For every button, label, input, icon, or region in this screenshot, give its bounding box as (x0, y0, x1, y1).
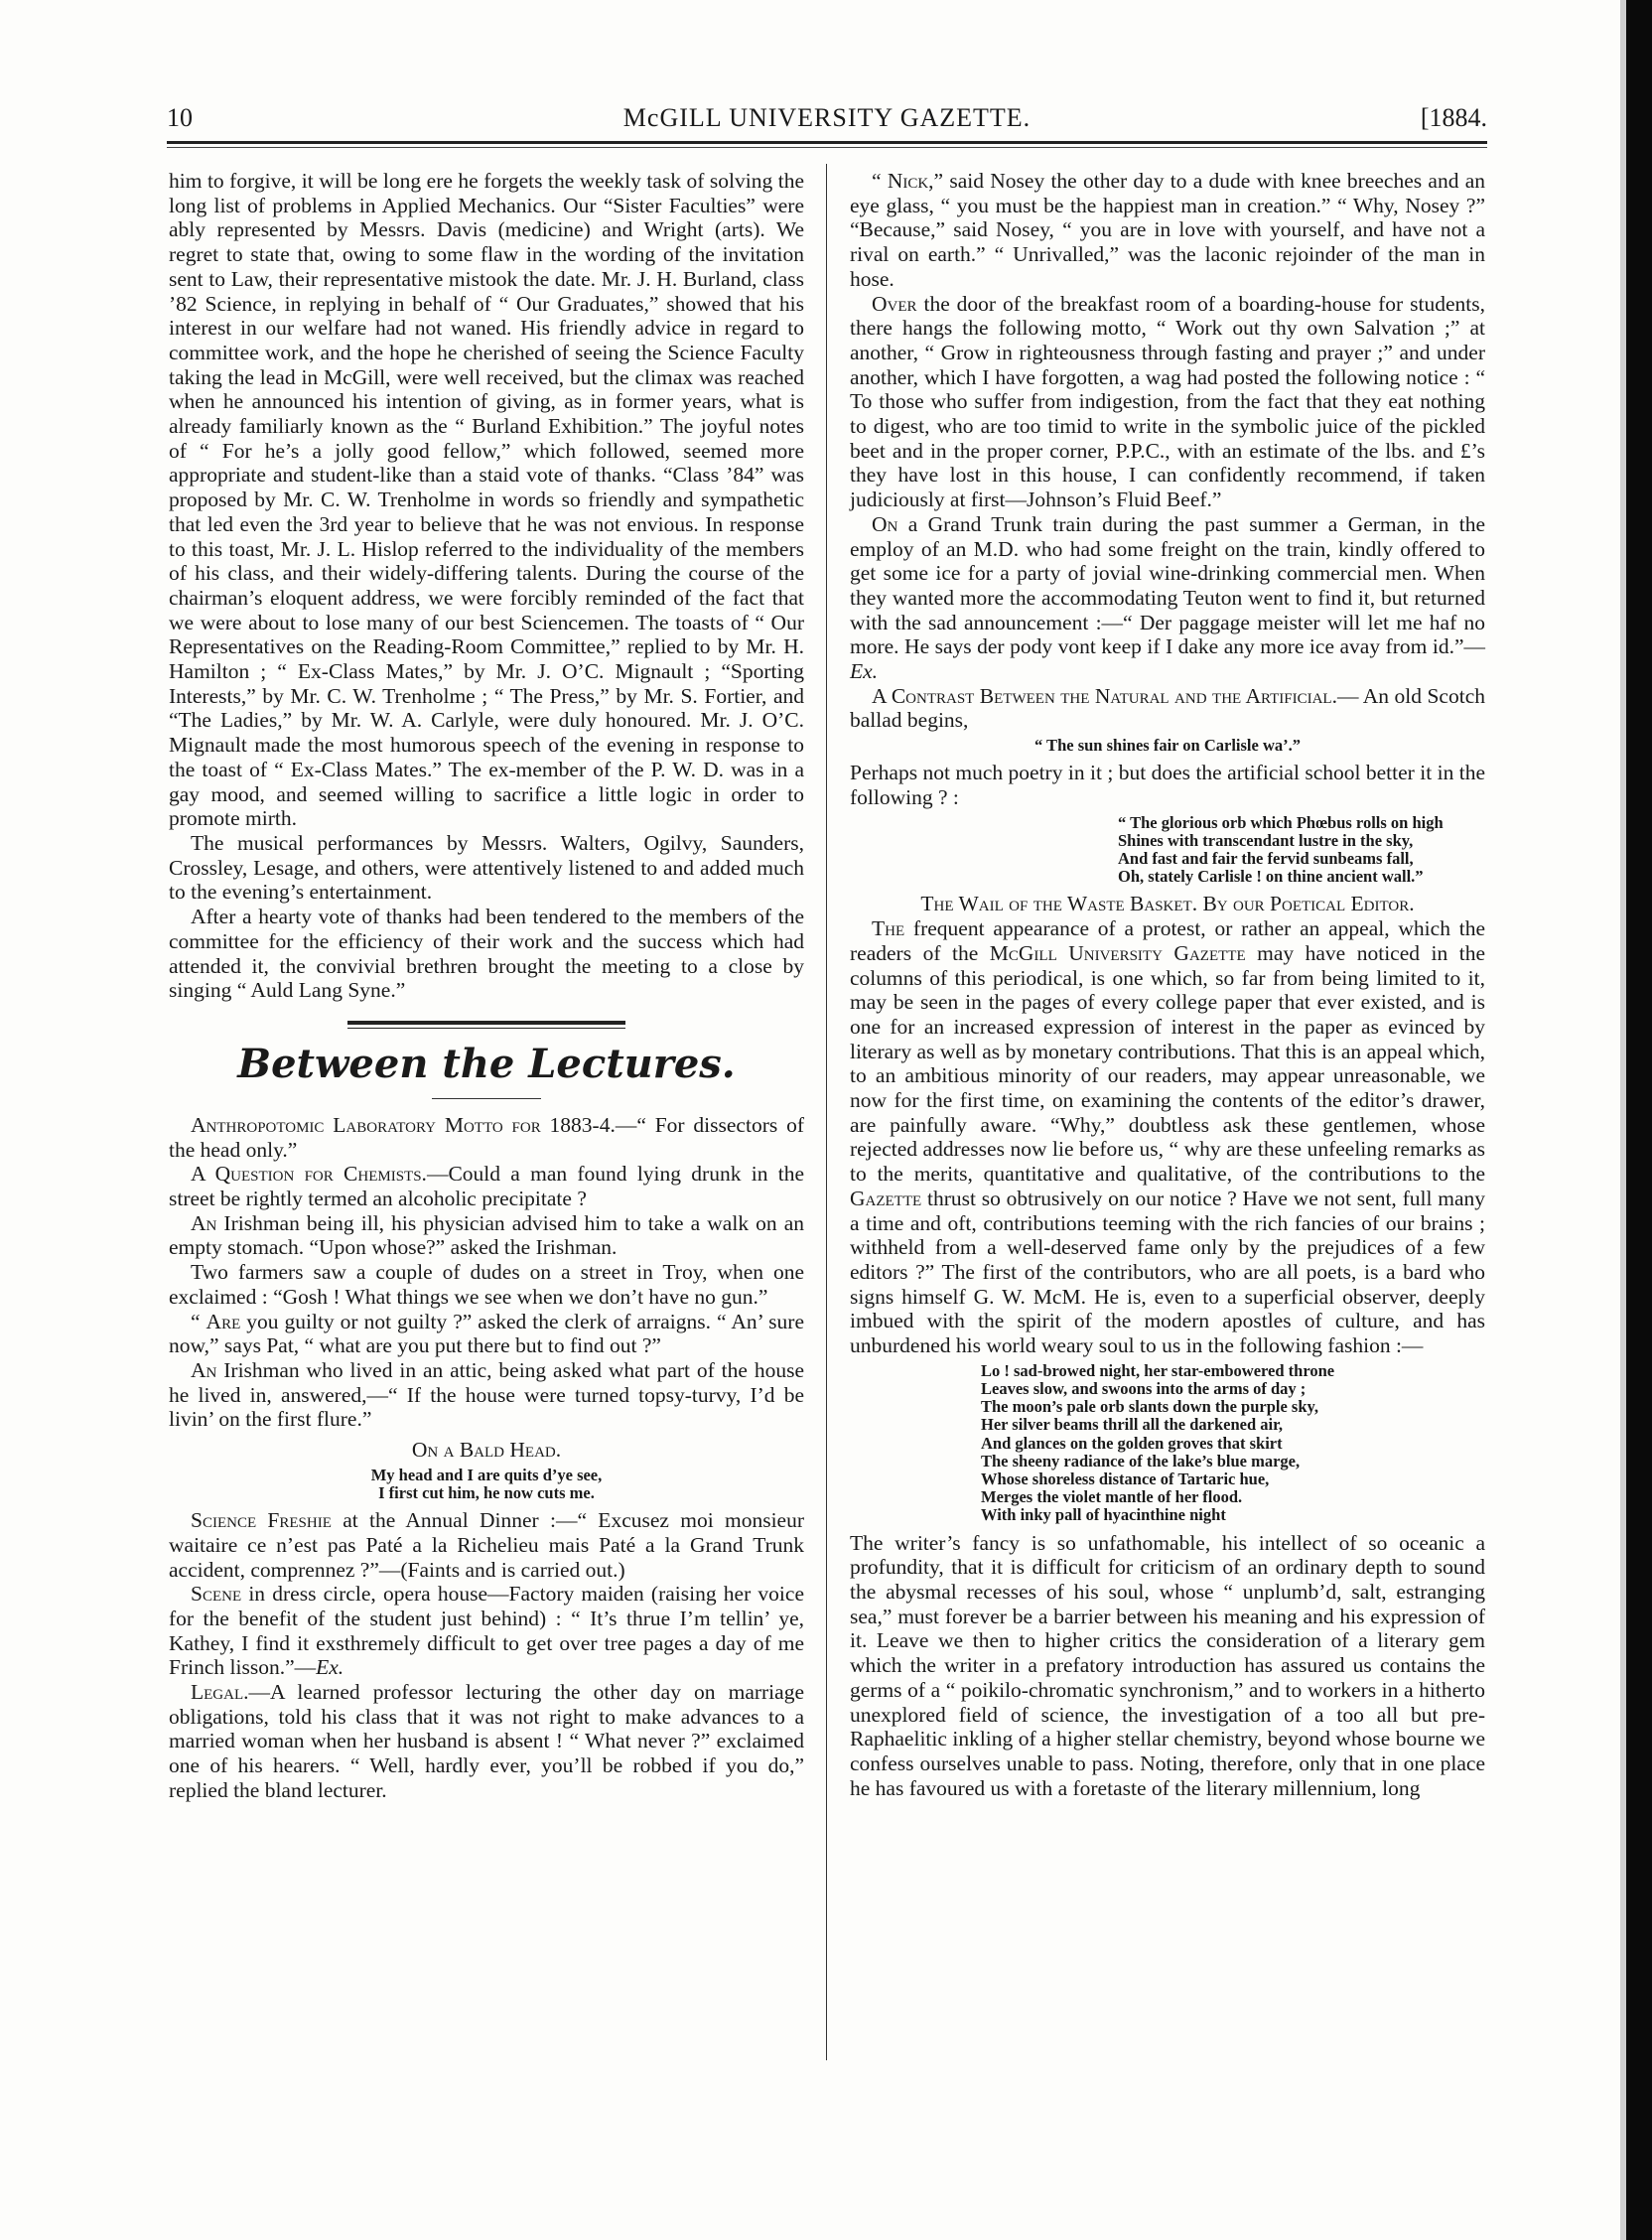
item-head: The (872, 916, 905, 941)
item-body: in dress circle, opera house—Factory maiden (raising her voice for the benefit of the student just behind) : “ It’s thrue I’m tellin’ ye, Kathey, I find it exsthremely difficult to get over tree pages a day of me Frinch lisson.”— (169, 1582, 804, 1680)
item-head: An (191, 1210, 217, 1235)
item-body: — An old Scotch ballad begins, (850, 683, 1485, 733)
dinner-report-continued: him to forgive, it will be long ere he forgets the weekly task of solving the long list of problems in Applied Mechanics. Our “Sister Faculties” were ably represented by Messrs. Davis (medicine) and Wright (arts). We regret to state that, owing to some flaw in the wording of the invitation sent to Law, their representative mistook the date. Mr. J. H. Burland, class ’82 Science, in replying in behalf of “ Our Graduates,” showed that his interest in our welfare had not waned. His friendly advice in regard to committee work, and the hope he cherished of seeing the Science Faculty taking the lead in McGill, were well received, but the climax was reached when he announced his intention of giving, as in former years, what is already familiarly known as the “ Burland Exhibition.” The joyful notes of “ For he’s a jolly good fellow,” which followed, seemed more appropriate and student-like than a staid vote of thanks. “Class ’84” was proposed by Mr. C. W. Trenholme in words so friendly and sympathetic that led even the 3rd year to believe that he was not envious. In response to this toast, Mr. J. L. Hislop referred to the individuality of the members of his class, and their widely-differing talents. During the course of the chairman’s eloquent address, we were forcibly reminded of the fact that we were about to lose many of our best Sciencemen. The toasts of “ Our Representatives on the Reading-Room Committee,” replied to by Mr. H. Hamilton ; “ Ex-Class Mates,” by Mr. J. O’C. Mignault ; “Sporting Interests,” by Mr. C. W. Trenholme ; “ The Press,” by Mr. S. Fortier, and “The Ladies,” by Mr. W. A. Carlyle, were duly honoured. Mr. J. O’C. Mignault made the most humorous speech of the evening in response to the toast of “ Ex-Class Mates.” The ex-member of the P. W. D. was in a gay mood, and seemed willing to sacrifice a little logic in order to promote mirth. (169, 169, 804, 831)
poem-gwmcm (981, 1362, 1485, 1525)
item-head: A Contrast Between the Natural and the Artificial. (872, 683, 1337, 708)
item-body: Irishman who lived in an attic, being asked what part of the house he lived in, answered,—“ If the house were turned topsy-turvy, I’d be livin’ on the first flure.” (169, 1357, 804, 1432)
critique-paragraph: The writer’s fancy is so unfathomable, his intellect of so oceanic a profundity, that it is difficult for criticism of an ordinary depth to sound the abysmal recesses of his soul, whose “ unplumb’d, salt, estranging sea,” must forever be a barrier between his meaning and his expression of it. Leave we then to higher critics the consideration of a literary gem which the writer in a prefatory introduction has assured us contains the germs of a “ poikilo-chromatic synchronism,” and to workers in a hitherto unexplored field of science, the investigation of a too all but pre-Raphaelitic inkling of a higher stellar chemistry, beyond whose bourne we confess ourselves unable to pass. Noting, therefore, only that in one place he has favoured us with a foretaste of the literary millennium, long (850, 1530, 1485, 1800)
header-rule-thin (167, 147, 1487, 148)
item-head: Science Freshie (191, 1508, 332, 1533)
page-number: 10 (167, 103, 193, 132)
musical-performances-paragraph: The musical performances by Messrs. Walters, Ogilvy, Saunders, Crossley, Lesage, and others, were attentively listened to and added much to the evening’s entertainment. (169, 830, 804, 905)
item-body: —“ For dissectors of the head only.” (169, 1112, 804, 1162)
item-grand-trunk-german (850, 512, 1485, 684)
item-head: Over (872, 291, 917, 316)
poem-line: Lo ! sad-browed night, her star-embowered throne (981, 1360, 1335, 1380)
item-guilty-or-not: “ Are you guilty or not guilty ?” asked the clerk of arraigns. “ An’ sure now,” says Pat, “ what are you put there but to find out ?” (169, 1309, 804, 1358)
section-underline (432, 1098, 541, 1099)
poem-line: The sheeny radiance of the lake’s blue marge, (981, 1451, 1301, 1470)
item-head: Nick (887, 169, 929, 193)
right-column (850, 169, 1485, 1800)
item-irishman-attic (169, 1358, 804, 1432)
item-irishman-walk (169, 1211, 804, 1260)
item-body: a Grand Trunk train during the past summer a German, in the employ of an M.D. who had some freight on the train, kindly offered to get some ice for a party of jovial wine-drinking commercial men. When they wanted more the accommodating Teuton went to find it, but returned with the sad announcement :—“ Der paggage meister will let me haf no more. He says der pody vont keep if I dake any more ice avay from id.”— (850, 511, 1485, 659)
item-body: ,” said Nosey the other day to a dude with knee breeches and an eye glass, “ you must be the happiest man in creation.” “ Why, Nosey ?” “Because,” said Nosey, “ you are in love with yourself, and have not a rival on earth.” “ Unrivalled,” was the laconic rejoinder of the man in hose. (850, 169, 1485, 291)
poem-line: Whose shoreless distance of Tartaric hue, (981, 1469, 1270, 1488)
ballad-quote: “ The sun shines fair on Carlisle wa’.” (1033, 736, 1301, 756)
gazette-short: Gazette (850, 1186, 922, 1210)
item-head: A Question for Chemists. (191, 1162, 427, 1187)
item-head: Are (206, 1309, 241, 1333)
section-heading: Between the Lectures. (237, 1040, 736, 1087)
item-anthropotomic-motto (169, 1113, 804, 1162)
item-question-for-chemists (169, 1162, 804, 1210)
item-body: you guilty or not guilty ?” asked the clerk of arraigns. “ An’ sure now,” says Pat, “ what are you put there but to find out ?” (169, 1309, 804, 1358)
item-science-freshie (169, 1508, 804, 1582)
header-rule (167, 141, 1487, 144)
item-head: Anthropotomic Laboratory Motto for 1883-4. (191, 1112, 616, 1137)
poem-line: With inky pall of hyacinthine night (981, 1505, 1226, 1525)
bald-head-title: On a Bald Head. (411, 1438, 562, 1463)
poem-line: Leaves slow, and swoons into the arms of day ; (981, 1378, 1307, 1398)
gazette-name: McGill University Gazette (989, 940, 1246, 965)
gazette-title: McGILL UNIVERSITY GAZETTE. (622, 103, 1032, 132)
section-separator (347, 1021, 625, 1029)
issue-year: [1884. (1420, 103, 1487, 132)
item-head: Scene (191, 1582, 242, 1607)
item-body: —A learned professor lecturing the other day on marriage obligations, told his class that it was not right to make advances to a married woman when her husband is absent ! “ What never ?” exclaimed one of his hearers. “ Well, hardly ever, you’ll be robbed if you do,” replied the bland lecturer. (169, 1680, 804, 1802)
poem-line: And glances on the golden groves that skirt (981, 1433, 1283, 1453)
closing-paragraph: After a hearty vote of thanks had been tendered to the members of the committee for the efficiency of their work and the success which had attended it, the convivial brethren brought the meeting to a close by singing “ Auld Lang Syne.” (169, 905, 804, 1003)
poem-line: The moon’s pale orb slants down the purple sky, (981, 1397, 1318, 1417)
artificial-verse: “ The glorious orb which Phœbus rolls on high Shines with transcendant lustre in the sky, And fast and fair the fervid sunbeams fall, Oh, stately Carlisle ! on thine ancient wall.” (1118, 812, 1444, 887)
poem-line: Her silver beams thrill all the darkened air, (981, 1415, 1284, 1435)
item-nick-nosey: “ Nick,” said Nosey the other day to a dude with knee breeches and an eye glass, “ you must be the happiest man in creation.” “ Why, Nosey ?” “Because,” said Nosey, “ you are in love with yourself, and have not a rival on earth.” “ Unrivalled,” was the laconic rejoinder of the man in hose. (850, 169, 1485, 291)
item-head: An (191, 1357, 217, 1382)
item-legal (169, 1680, 804, 1803)
poem-line: Merges the violet mantle of her flood. (981, 1487, 1243, 1507)
artificial-school-paragraph: Perhaps not much poetry in it ; but does the artificial school better it in the following ? : (850, 761, 1485, 809)
item-body: the door of the breakfast room of a boarding-house for students, there hangs the following motto, “ Work out thy own Salvation ;” at another, “ Grow in righteousness through fasting and prayer ;” and under another, which I have forgotten, a wag had posted the following notice : “ To those who suffer from indigestion, from the fact that they eat nothing to digest, who are too timid to write in the symbolic juice of the pickled beet and in the proper corner, P.P.C., with an estimate of the lbs. and £’s they have lost in this house, I can confidently recommend, if taken judiciously at first—Johnson’s Fluid Beef.” (850, 291, 1485, 512)
waste-basket-title: The Wail of the Waste Basket. By our Poetical Editor. (920, 892, 1415, 916)
item-contrast (850, 684, 1485, 733)
item-body: —Could a man found lying drunk in the street be rightly termed an alcoholic precipitate ? (169, 1162, 804, 1211)
waste-basket-paragraph: The frequent appearance of a protest, or rather an appeal, which the readers of the McGill University Gazette may have noticed in the columns of this periodical, is one which, so far from being limited to it, may be seen in the pages of every college paper that ever existed, and is one for an increased expression of interest in the paper as evinced by literary as well as by monetary contributions. That this is an appeal which, to an ambitious minority of our readers, may appear unreasonable, we now for the first time, on examining the contents of the editor’s drawer, are painfully aware. “Why,” doubtless ask these gentlemen, whose rejected addresses now lie before us, “ why are these unfeeling remarks as to the merits, quantitative and qualitative, of the contributions to the Gazette thrust so obtrusively on our notice ? Have we not sent, full many a time and oft, contributions teeming with the rich fancies of our brains ; withheld from a well-deserved fame only by the prejudices of a few editors ?” The first of the contributors, who are all poets, is a bard who signs himself G. W. McM. He is, even to a superficial observer, deeply imbued with the spirit of the modern apostles of culture, and has unburdened his world weary soul to us in the following fashion :— (850, 916, 1486, 1358)
column-divider (826, 164, 827, 2060)
binding-shadow (1626, 0, 1652, 2240)
running-header (167, 103, 1487, 141)
item-opera-scene (169, 1582, 804, 1680)
item-body: at the Annual Dinner :—“ Excusez moi monsieur waitaire ce n’est pas Paté a la Richelieu mais Paté a la Grand Trunk accident, comprennez ?”—(Faints and is carried out.) (169, 1508, 805, 1582)
item-head: Legal. (191, 1680, 249, 1705)
item-head: On (872, 511, 898, 536)
source-ex: Ex. (850, 659, 879, 684)
item-boarding-house (850, 292, 1485, 512)
bald-head-verse: My head and I are quits d’ye see, I first cut him, he now cuts me. (370, 1465, 603, 1502)
left-column (169, 169, 804, 1803)
item-two-farmers: Two farmers saw a couple of dudes on a street in Troy, when one exclaimed : “Gosh ! What things we see when we don’t have no gun.” (169, 1260, 804, 1309)
source-ex: Ex. (316, 1655, 344, 1680)
item-body: Irishman being ill, his physician advised him to take a walk on an empty stomach. “Upon whose?” asked the Irishman. (169, 1210, 804, 1260)
